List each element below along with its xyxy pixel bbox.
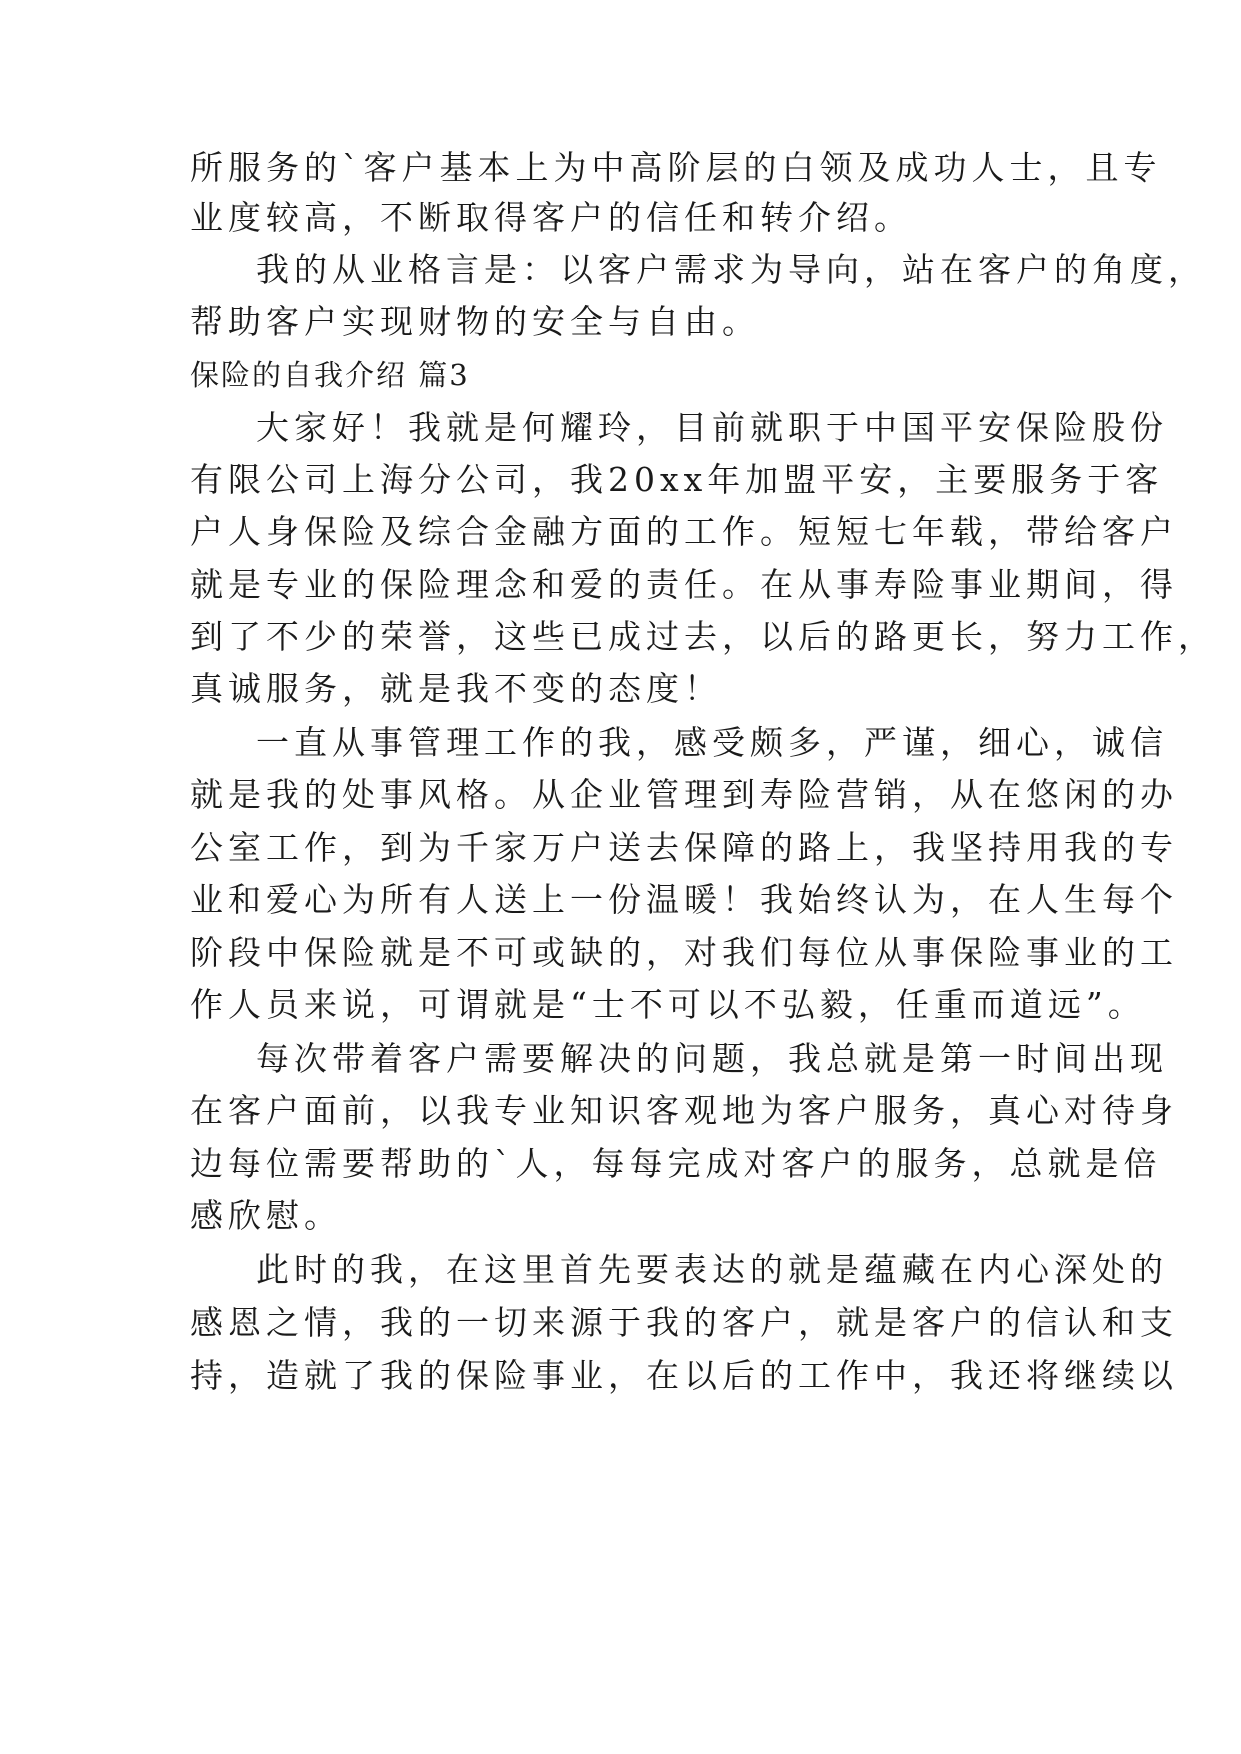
paragraph-start: 此时的我，在这里首先要表达的就是蕴藏在内心深处的 bbox=[256, 1250, 1168, 1289]
body-line: 边每位需要帮助的`人，每每完成对客户的服务，总就是倍 bbox=[190, 1144, 1162, 1183]
body-line: 持，造就了我的保险事业，在以后的工作中，我还将继续以 bbox=[190, 1356, 1178, 1395]
body-line: 所服务的`客户基本上为中高阶层的白领及成功人士，且专 bbox=[190, 148, 1162, 187]
section-heading: 保险的自我介绍 篇3 bbox=[190, 358, 470, 392]
paragraph-start: 一直从事管理工作的我，感受颇多，严谨，细心，诚信 bbox=[256, 723, 1168, 762]
body-line: 在客户面前，以我专业知识客观地为客户服务，真心对待身 bbox=[190, 1091, 1178, 1130]
body-line: 业和爱心为所有人送上一份温暖！我始终认为，在人生每个 bbox=[190, 880, 1178, 919]
body-line: 作人员来说，可谓就是“士不可以不弘毅，任重而道远”。 bbox=[190, 985, 1146, 1024]
body-line: 业度较高，不断取得客户的信任和转介绍。 bbox=[190, 198, 912, 237]
motto-line: 我的从业格言是：以客户需求为导向，站在客户的角度， bbox=[256, 250, 1206, 289]
body-line: 就是我的处事风格。从企业管理到寿险营销，从在悠闲的办 bbox=[190, 775, 1178, 814]
body-line: 就是专业的保险理念和爱的责任。在从事寿险事业期间，得 bbox=[190, 565, 1178, 604]
paragraph-start: 大家好！我就是何耀玲，目前就职于中国平安保险股份 bbox=[256, 408, 1168, 447]
body-line: 阶段中保险就是不可或缺的，对我们每位从事保险事业的工 bbox=[190, 933, 1178, 972]
paragraph-start: 每次带着客户需要解决的问题，我总就是第一时间出现 bbox=[256, 1039, 1168, 1078]
body-line: 感欣慰。 bbox=[190, 1196, 342, 1235]
body-line: 公室工作，到为千家万户送去保障的路上，我坚持用我的专 bbox=[190, 828, 1178, 867]
body-line: 有限公司上海分公司，我20xx年加盟平安，主要服务于客 bbox=[190, 460, 1164, 499]
body-line: 真诚服务，就是我不变的态度！ bbox=[190, 669, 722, 708]
body-line: 帮助客户实现财物的安全与自由。 bbox=[190, 302, 760, 341]
body-line: 到了不少的荣誉，这些已成过去，以后的路更长，努力工作， bbox=[190, 617, 1216, 656]
body-line: 感恩之情，我的一切来源于我的客户，就是客户的信认和支 bbox=[190, 1303, 1178, 1342]
body-line: 户人身保险及综合金融方面的工作。短短七年载，带给客户 bbox=[190, 512, 1178, 551]
